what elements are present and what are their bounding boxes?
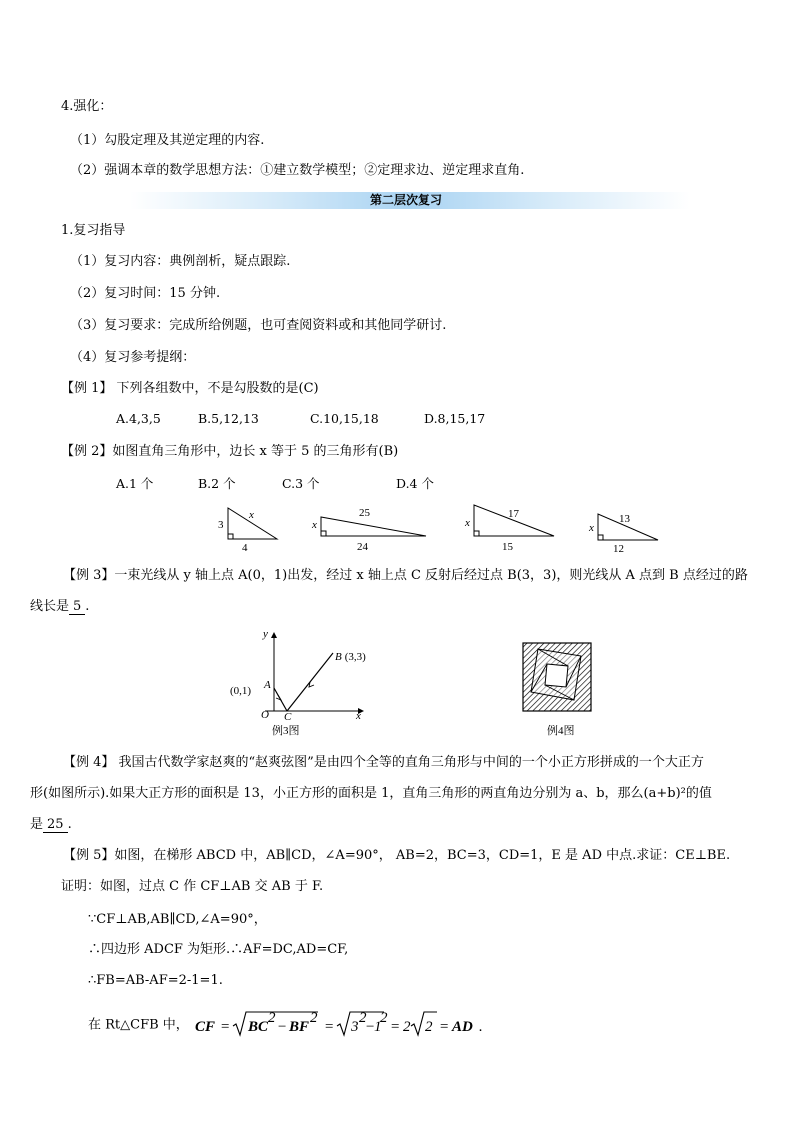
- triangle-4-bottom-label: 12: [613, 543, 624, 555]
- point-b-coord: (3,3): [344, 651, 366, 663]
- formula-one-sq: 2: [379, 1010, 388, 1026]
- formula-bf: BF: [288, 1019, 309, 1035]
- ex5-step1: ∵CF⊥AB,AB∥CD,∠A=90°，: [88, 912, 267, 927]
- ex1-option-a: A.4,3,5: [116, 411, 161, 426]
- ex4-cont-prefix: 是: [30, 817, 44, 832]
- guide-outline: （4）复习参考提纲：: [70, 350, 196, 365]
- triangle-3-hyp-label: 17: [508, 508, 519, 520]
- ex5-formula: [193, 1010, 493, 1040]
- ex5-step4-prefix: 在 Rt△CFB 中，: [88, 1017, 189, 1033]
- section4-item2: （2）强调本章的数学思想方法：①建立数学模型；②定理求边、逆定理求直角.: [70, 163, 525, 178]
- ray-arrow-2: [309, 682, 314, 687]
- section4-heading: 4.强化：: [61, 99, 113, 114]
- y-axis-label: y: [263, 628, 268, 640]
- ex1-option-c: C.10,15,18: [310, 411, 379, 426]
- ex4-line3: [30, 816, 72, 834]
- ex2-option-a: A.1 个: [116, 476, 154, 491]
- formula-two: 2: [402, 1019, 411, 1035]
- triangle-1-bottom-label: 4: [242, 542, 248, 554]
- formula-ad: AD: [451, 1019, 473, 1035]
- origin-label: O: [261, 709, 269, 720]
- ex5-proof-intro: 证明：如图，过点 C 作 CF⊥AB 交 AB 于 F.: [61, 879, 324, 894]
- formula-minus-2: −: [364, 1019, 376, 1035]
- point-b-label: [335, 651, 366, 663]
- formula-bf-sq: 2: [309, 1010, 318, 1026]
- triangle-2-bottom-label: 24: [357, 541, 368, 553]
- formula-bc: BC: [247, 1019, 268, 1035]
- small-center-square: [545, 664, 568, 687]
- formula-one: 1: [373, 1019, 382, 1035]
- section-banner-title: 第二层次复习: [370, 193, 443, 207]
- ex1-option-b: B.5,12,13: [198, 411, 259, 426]
- ex5-step3: ∴FB=AB-AF=2-1=1.: [88, 973, 223, 988]
- point-a-label: A: [264, 679, 271, 691]
- guide-time: （2）复习时间：15 分钟.: [70, 286, 221, 301]
- guide-requirement: （3）复习要求：完成所给例题，也可查阅资料或和其他同学研讨.: [70, 318, 447, 333]
- ex2-question: 【例 2】如图直角三角形中，边长 x 等于 5 的三角形有(B): [61, 444, 399, 459]
- x-axis-label: x: [356, 710, 361, 720]
- ex4-line2: 形(如图所示).如果大正方形的面积是 13，小正方形的面积是 1，直角三角形的两直角边分别为 a、b，那么(a+b)²的值: [30, 786, 712, 801]
- point-a-coord: (0,1): [230, 685, 252, 697]
- ex3-question-continued: [30, 598, 89, 616]
- formula-bc-sq: 2: [267, 1010, 276, 1026]
- ex3-question: 【例 3】一束光线从 y 轴上点 A(0，1)出发，经过 x 轴上点 C 反射后经过点 B(3，3)，则光线从 A 点到 B 点经过的路: [63, 568, 748, 583]
- ex4-zhao-shuang-figure: [522, 642, 592, 712]
- ex3-figure: [225, 625, 375, 720]
- triangle-3-bottom-label: 15: [502, 541, 513, 553]
- ex5-step2: ∴四边形 ADCF 为矩形.∴AF=DC,AD=CF,: [88, 942, 349, 957]
- ex4-answer: 25: [43, 818, 68, 833]
- ex3-caption: 例3图: [272, 725, 300, 737]
- formula-three: 3: [350, 1019, 359, 1035]
- ex2-option-c: C.3 个: [282, 476, 320, 491]
- formula-eq-3: =: [389, 1019, 401, 1035]
- ex3-answer: 5: [69, 600, 85, 615]
- triangle-2-hyp-label: 25: [359, 507, 370, 519]
- ex4-line1: 【例 4】 我国古代数学家赵爽的“赵爽弦图”是由四个全等的直角三角形与中间的一个小正方形拼成的一个大正方: [63, 755, 704, 770]
- formula-two-inner: 2: [424, 1019, 433, 1035]
- ex5-step4: [88, 1010, 493, 1040]
- section4-item1: （1）勾股定理及其逆定理的内容.: [70, 133, 265, 148]
- guide-content: （1）复习内容：典例剖析，疑点跟踪.: [70, 254, 291, 269]
- formula-eq-4: =: [438, 1019, 450, 1035]
- formula-dot: .: [478, 1019, 483, 1035]
- formula-eq-1: =: [219, 1019, 231, 1035]
- ex2-triangles-figure: [200, 500, 670, 558]
- triangle-2-left-label: x: [312, 519, 317, 531]
- formula-eq-2: =: [323, 1019, 335, 1035]
- ex5-question: 【例 5】如图，在梯形 ABCD 中，AB∥CD，∠A=90°， AB=2，BC=3，CD=1，E 是 AD 中点.求证：CE⊥BE.: [63, 848, 731, 863]
- triangle-2: [321, 517, 426, 536]
- formula-cf: CF: [194, 1019, 215, 1035]
- triangle-1-left-label: 3: [218, 519, 224, 531]
- ex4-caption: 例4图: [547, 725, 575, 737]
- ex2-option-d: D.4 个: [396, 476, 434, 491]
- point-c-label: C: [284, 711, 292, 720]
- formula-three-sq: 2: [358, 1010, 367, 1026]
- formula-minus-1: −: [276, 1019, 288, 1035]
- ex1-question: 【例 1】 下列各组数中，不是勾股数的是(C): [61, 381, 319, 396]
- radical-3: [411, 1012, 437, 1035]
- triangle-4-hyp-label: 13: [619, 513, 630, 525]
- ex4-cont-suffix: .: [67, 817, 72, 832]
- triangle-4-left-label: x: [589, 522, 594, 534]
- ex3-cont-prefix: 线长是: [30, 599, 70, 614]
- ex1-option-d: D.8,15,17: [424, 411, 486, 426]
- ex3-cont-suffix: .: [85, 599, 90, 614]
- ex2-option-b: B.2 个: [198, 476, 236, 491]
- guide-heading: 1.复习指导: [61, 223, 126, 238]
- ray-arrow-1: [276, 695, 281, 700]
- point-b-name: B: [335, 651, 342, 663]
- triangle-3-left-label: x: [465, 517, 470, 529]
- triangle-1-hyp-label: x: [249, 509, 254, 521]
